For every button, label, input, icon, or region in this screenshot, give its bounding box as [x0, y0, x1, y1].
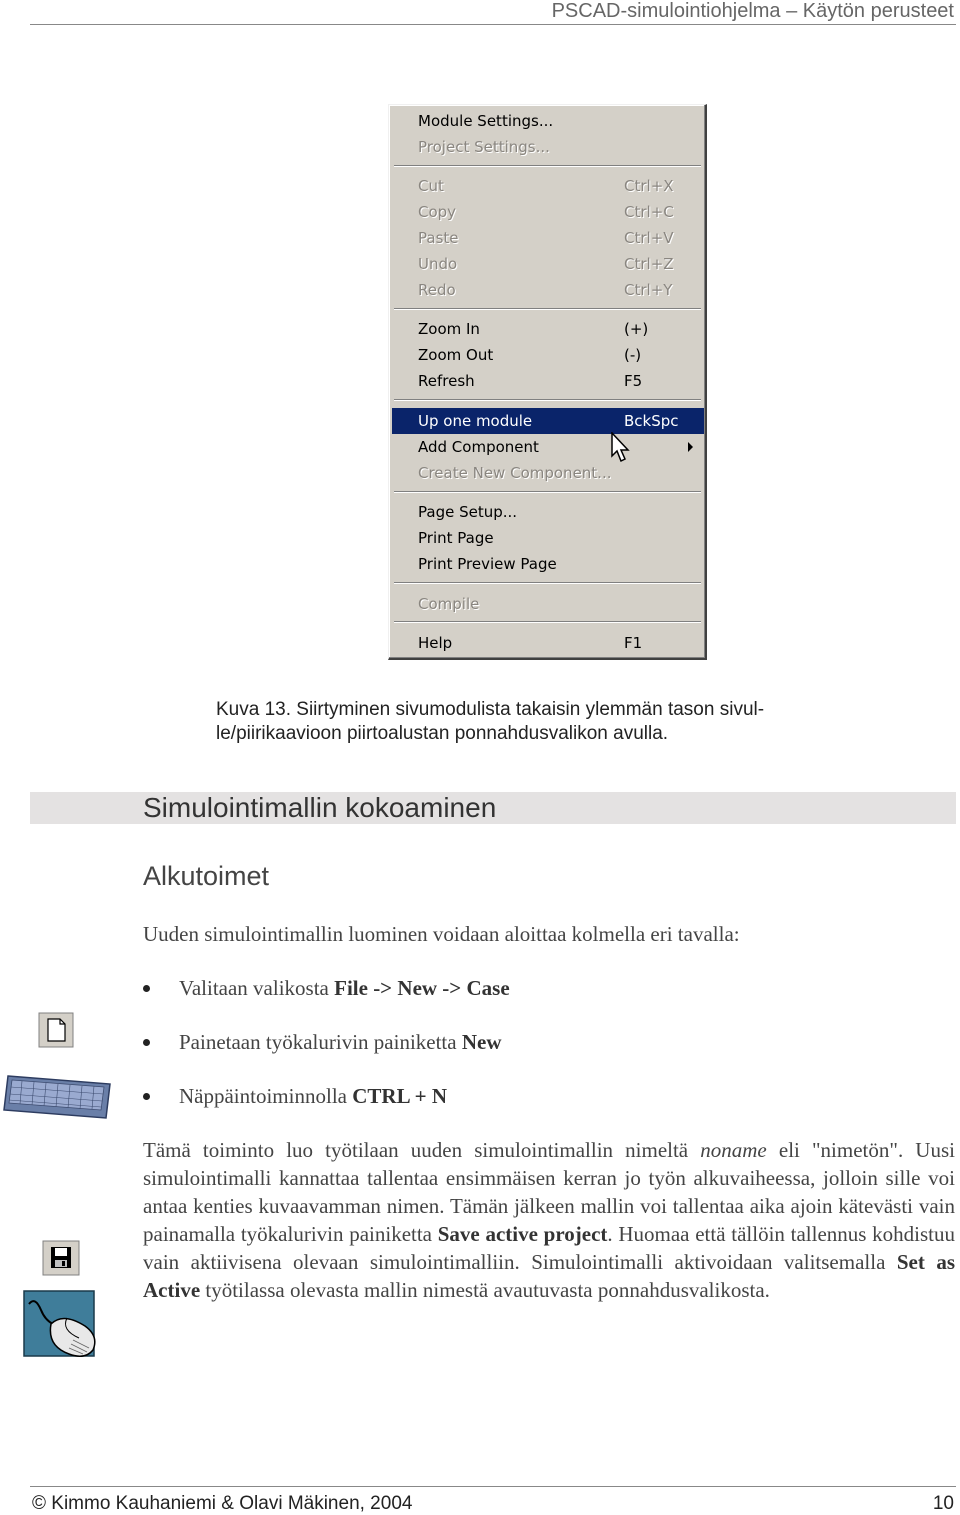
save-icon — [42, 1240, 80, 1276]
intro-paragraph: Uuden simulointimallin luominen voidaan aloittaa kolmella eri tavalla: — [143, 922, 740, 946]
body-paragraph — [143, 1136, 955, 1304]
menu-item-cut[interactable]: Cut Ctrl+X — [418, 177, 674, 195]
bullet-text-plain: Valitaan valikosta — [179, 976, 335, 1000]
menu-separator — [394, 165, 701, 167]
menu-item-undo[interactable]: Undo Ctrl+Z — [418, 255, 674, 273]
page-footer — [30, 1486, 956, 1514]
bullet-text — [179, 976, 510, 1001]
bullet-dot — [143, 1039, 150, 1046]
section-title: Simulointimallin kokoaminen — [143, 792, 497, 823]
menu-item-add-component[interactable]: Add Component — [392, 434, 704, 460]
context-menu — [388, 104, 707, 660]
bullet-dot — [143, 1093, 150, 1100]
footer-copyright: © Kimmo Kauhaniemi & Olavi Mäkinen, 2004 — [32, 1493, 413, 1514]
body-text-plain: työtilassa olevasta mallin nimestä avautuvasta ponnahdusvalikosta. — [200, 1278, 770, 1302]
menu-item-module-settings[interactable]: Module Settings... — [418, 112, 554, 130]
bullet-text-bold: CTRL + N — [352, 1084, 448, 1108]
menu-item-help[interactable]: Help F1 — [418, 634, 643, 652]
menu-item-redo[interactable]: Redo Ctrl+Y — [418, 281, 673, 299]
keyboard-icon — [2, 1070, 112, 1120]
menu-item-project-settings[interactable]: Project Settings... — [418, 138, 550, 156]
page-header — [30, 0, 956, 25]
bullet-text — [179, 1084, 447, 1109]
bullet-text-bold: File -> New -> Case — [334, 976, 510, 1000]
body-text-plain: eli "nimetön". Uusi simulointimalli kannattaa tallentaa ensimmäisen kerran jo työn alkuvaiheessa, jolloin sille voi antaa kenties kuvaavamman nimen. Tämän jälkeen mallin voi tallentaa aika ajoin kätevästi vain painamalla työkalurivin painiketta — [143, 1138, 955, 1246]
body-text-plain: Tämä toiminto luo työtilaan uuden simulointimallin nimeltä — [143, 1138, 701, 1162]
subsection-title: Alkutoimet — [143, 861, 270, 891]
body-text-italic: noname — [700, 1138, 767, 1162]
menu-item-copy[interactable]: Copy Ctrl+C — [418, 203, 674, 221]
bullet-text-plain: Näppäintoiminnolla — [179, 1084, 353, 1108]
bullet-dot — [143, 985, 150, 992]
menu-separator — [394, 582, 701, 584]
new-file-icon — [38, 1012, 74, 1048]
menu-item-paste[interactable]: Paste Ctrl+V — [418, 229, 674, 247]
menu-item-zoom-out[interactable]: Zoom Out (-) — [418, 346, 642, 364]
body-text-bold: Save active project — [437, 1222, 608, 1246]
bullet-text — [179, 1030, 502, 1055]
menu-separator — [394, 491, 701, 493]
menu-item-print-preview-page[interactable]: Print Preview Page — [418, 555, 557, 573]
header-title: PSCAD-simulointiohjelma – Käytön perusteet — [551, 0, 954, 22]
caption-line: Kuva 13. Siirtyminen sivumodulista takaisin ylemmän tason sivul- — [216, 699, 765, 720]
mouse-pointer-icon — [611, 432, 631, 466]
bullet-text-plain: Painetaan työkalurivin painiketta — [179, 1030, 462, 1054]
figure-caption — [216, 698, 816, 746]
menu-item-create-new-component[interactable]: Create New Component... — [418, 464, 612, 482]
mouse-icon — [23, 1290, 101, 1360]
menu-separator — [394, 621, 701, 623]
body-text — [143, 1136, 955, 1304]
menu-separator — [394, 308, 701, 310]
body-text-bold: Set as Active — [143, 1250, 956, 1302]
caption-line: le/piirikaavioon piirtoalustan ponnahdusvalikon avulla. — [216, 723, 669, 744]
menu-item-page-setup[interactable]: Page Setup... — [418, 503, 518, 521]
body-text-plain: . Huomaa että tällöin tallennus kohdistuu vain aktiivisena olevaan simulointimalliin. Simulointimalli aktivoidaan valitsemalla — [143, 1222, 955, 1274]
bullet-text-bold: New — [461, 1030, 502, 1054]
submenu-arrow-icon — [688, 442, 693, 452]
menu-item-print-page[interactable]: Print Page — [418, 529, 494, 547]
section-heading-bar — [30, 792, 956, 824]
menu-item-refresh[interactable]: Refresh F5 — [418, 372, 643, 390]
menu-item-zoom-in[interactable]: Zoom In (+) — [418, 320, 649, 338]
menu-separator — [394, 399, 701, 401]
menu-item-compile[interactable]: Compile — [418, 595, 480, 613]
page-number: 10 — [932, 1493, 954, 1514]
menu-item-up-one-module[interactable]: Up one module BckSpc — [392, 408, 704, 434]
